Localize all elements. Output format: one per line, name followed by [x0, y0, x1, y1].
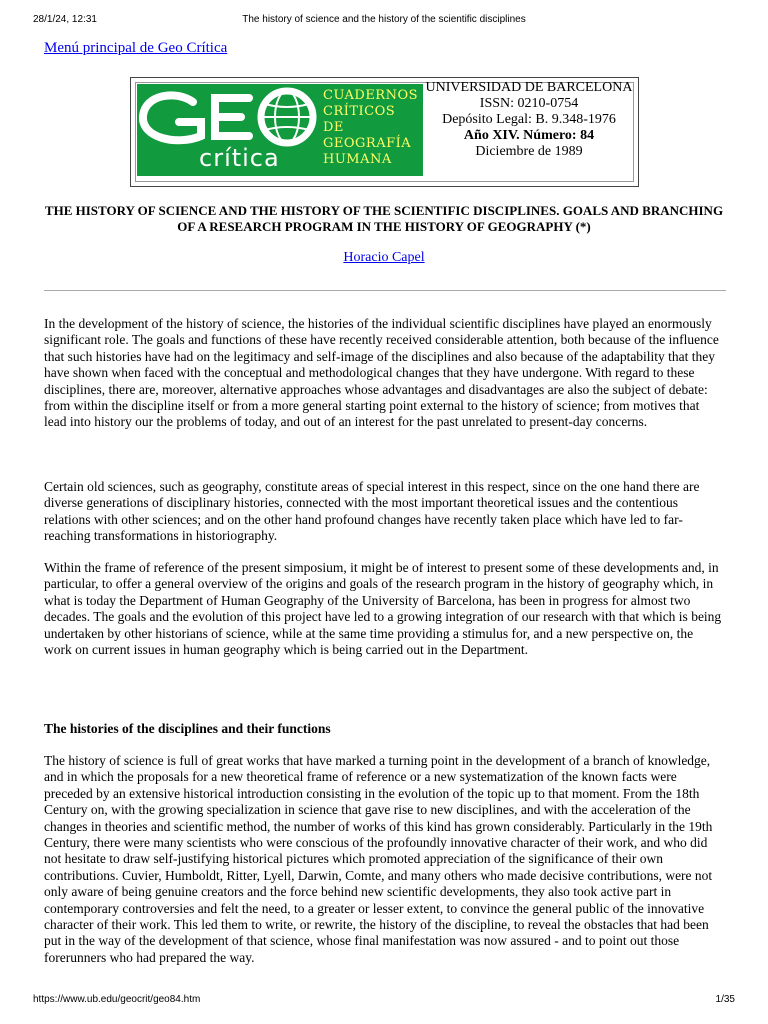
logo-line: CRÍTICOS — [323, 104, 396, 119]
logo-line: DE — [323, 120, 344, 135]
main-menu-link[interactable]: Menú principal de Geo Crítica — [44, 40, 228, 56]
logo-line: GEOGRAFÍA — [323, 136, 412, 151]
article-title: THE HISTORY OF SCIENCE AND THE HISTORY OF THE SCIENTIFIC DISCIPLINES. GOALS AND BRANCHING OF A RESEARCH PROGRAM IN THE HISTORY OF GEOGRAPHY (*) — [44, 203, 724, 234]
print-url: https://www.ub.edu/geocrit/geo84.htm — [33, 994, 201, 1005]
logo-line: HUMANA — [323, 152, 392, 167]
print-footer — [0, 994, 768, 1010]
issn: ISSN: 0210-0754 — [479, 96, 579, 111]
author-line — [0, 250, 768, 266]
logo-subtitle — [323, 88, 418, 168]
author-link[interactable]: Horacio Capel — [343, 250, 425, 265]
deposito-legal: Depósito Legal: B. 9.348-1976 — [442, 112, 616, 127]
paragraph: Certain old sciences, such as geography, constitute areas of special interest in this respect, since on the one hand there are diverse generations of disciplinary histories, connected with the most important theoretical issues and the contentious relations with other sciences; and on the other hand profound changes have recently taken place which have led to far-reaching transformations in historiography. — [44, 479, 700, 544]
logo-line: CUADERNOS — [323, 88, 419, 103]
print-datetime: 28/1/24, 12:31 — [33, 14, 97, 25]
geo-critica-logo — [137, 84, 423, 176]
university-name: UNIVERSIDAD DE BARCELONA — [425, 80, 633, 95]
masthead-info — [425, 80, 633, 160]
paragraph: The history of science is full of great works that have marked a turning point in the development of a branch of knowledge, and in which the proposals for a new theoretical frame of reference or a new systematization of the known facts were preceded by an extensive historical introduction consisting in the evolution of the topic up to that moment. From the 18th Century on, with the growing specialization in science that gave rise to new disciplines, and with the acceleration of the changes in theories and scientific method, the number of works of this kind has grown considerably. Particularly in the 19th Century, there were many scientists who were conscious of the profoundly innovative character of their work, and who did not hesitate to draw self-justifying historical pictures which promoted appreciation of the significance of their own contributions. Cuvier, Humboldt, Ritter, Lyell, Darwin, Comte, and many others who made decisive contributions, were not only aware of being genuine creators and the force behind new scientific developments, they also took active part in contemporary controversies and felt the need, to a greater or lesser extent, to convince the general public of the innovative character of their work. This led them to write, or rewrite, the history of the discipline, to reveal the obstacles that had been put in the way of the development of that science, whose final manifestation was now assured - and to point out those forerunners who had prepared the way. — [44, 753, 713, 965]
masthead — [130, 77, 639, 187]
print-header — [0, 14, 768, 30]
issue-date: Diciembre de 1989 — [475, 144, 583, 159]
issue-number: Año XIV. Número: 84 — [463, 128, 595, 143]
print-page-number: 1/35 — [715, 994, 735, 1005]
divider — [44, 290, 726, 291]
logo-word: crítica — [199, 144, 280, 172]
print-page-title: The history of science and the history of the scientific disciplines — [242, 14, 526, 25]
section-heading: The histories of the disciplines and their functions — [44, 721, 331, 736]
paragraph: In the development of the history of science, the histories of the individual scientific disciplines have played an enormously significant role. The goals and functions of these have recently received considerable attention, both because of the influence that such histories have had on the legitimacy and self-image of the disciplines and also because of the adaptability that they have shown when faced with the conceptual and methodological changes that they have undergone. With regard to these disciplines, there are, moreover, alternative approaches whose advantages and disadvantages are also the subject of debate: from within the discipline itself or from a more general starting point external to the history of science; from motives that lead into history our the problems of today, and out of an interest for the past unrelated to present-day concerns. — [44, 316, 719, 430]
paragraph: Within the frame of reference of the present simposium, it might be of interest to present some of these developments and, in particular, to offer a general overview of the origins and goals of the research program in the history of geography which, in what is today the Department of Human Geography of the University of Barcelona, has been in progress for almost two decades. The goals and the evolution of this project have led to a growing integration of our research with that which is being undertaken by other historians of science, while at the same time providing a stimulus for, and a new perspective on, the work on current issues in human geography which is being carried out in the Department. — [44, 560, 722, 658]
